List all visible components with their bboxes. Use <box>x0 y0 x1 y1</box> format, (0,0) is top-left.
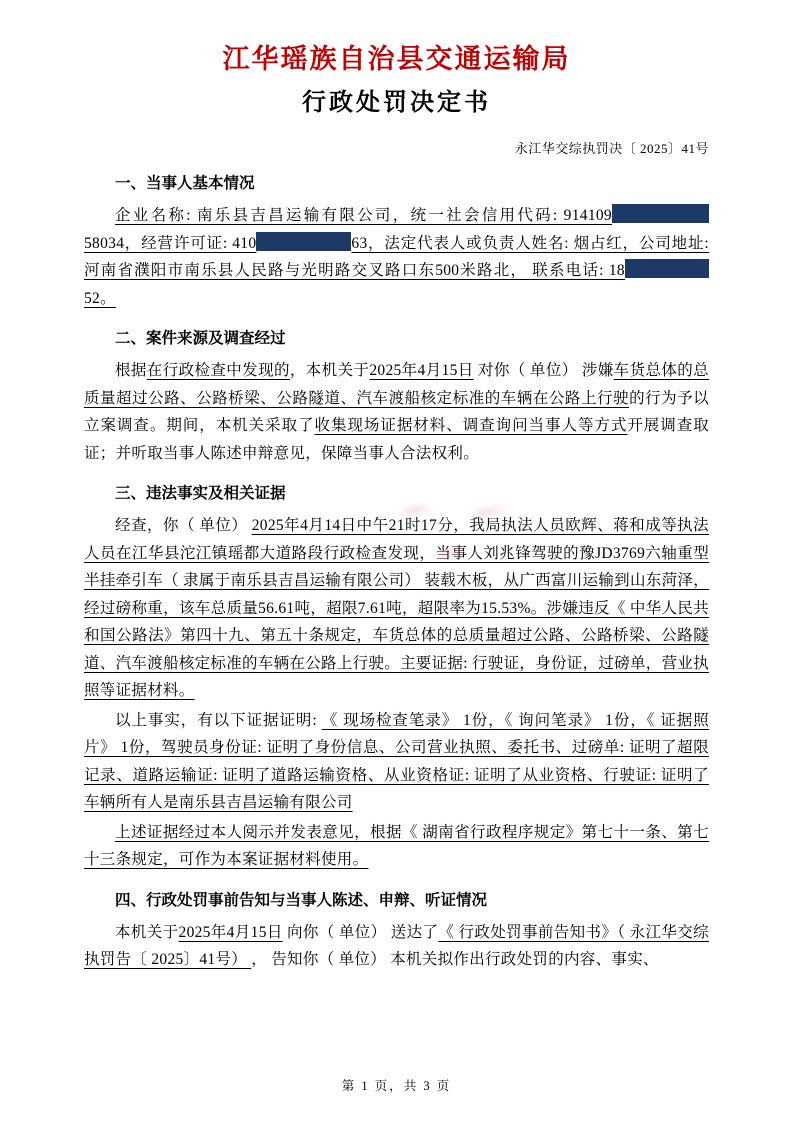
text-segment: 的行为予以立案调查。期间，本机关采取了 <box>84 389 709 435</box>
paragraph <box>84 819 709 874</box>
text-segment: 在行政检查中发现的 <box>146 362 290 380</box>
text-segment: 63，法定代表人或负责人姓名: 烟占红，公司地址: 河南省濮阳市南乐县人民路与光明路交叉路口东500米路北， 联系电话: 18 <box>84 234 709 280</box>
redaction-box <box>625 259 709 278</box>
paragraph <box>84 357 709 467</box>
text-segment: 《 行政处罚事前告知书》（ 永江华交综执罚告〔 2025〕41号） <box>84 923 709 969</box>
page-footer: 第 1 页，共 3 页 <box>341 1079 452 1093</box>
section-heading: 一、当事人基本情况 <box>115 175 255 193</box>
text-segment: 以上事实，有以下证据证明: <box>115 711 322 729</box>
text-segment: 收集现场证据材料、调查询问当事人等方式 <box>314 417 628 435</box>
document-subtitle: 行政处罚决定书 <box>302 89 491 117</box>
redaction-box <box>612 204 709 223</box>
text-segment: 经查，你（ 单位） <box>115 517 252 535</box>
text-segment: 2025年4月14日中午21时17分，我局执法人员欧辉、蒋和成等执法人员在江华县沱江镇瑶都大道路段行政检查发现，当事人刘兆锋驾驶的豫JD3769六轴重型半挂牵引车（ 隶属于南乐县吉昌运输有限公司） 装载木板，从广西富川运输到山东菏泽，经过磅称重，该车总质量56.61吨，超限7.61吨，超限率为15.53%。涉嫌违反《 中华人民共和国公路法》第四十九、第五十条规定，车货总体的总质量超过公路、公路桥梁、公路隧道、汽车渡船核定标准的车辆在公路上行驶。主要证据: 行驶证，身份证，过磅单，营业执照等证据材料。 <box>84 517 709 700</box>
text-segment: ， 告知你（ 单位） 本机关拟作出行政处罚的内容、事实、 <box>251 951 659 969</box>
document-title: 江华瑶族自治县交通运输局 <box>222 44 571 74</box>
paragraph <box>84 919 709 974</box>
document-number: 永江华交综执罚决〔 2025〕41号 <box>514 141 709 157</box>
text-segment: 2025年4月15日 <box>369 362 474 380</box>
paragraph <box>84 707 709 817</box>
sections <box>84 170 709 974</box>
text-segment: 开展调查取证；并听取当事人陈述申辩意见，保障当事人合法权利。 <box>84 417 710 462</box>
text-segment: 52。 <box>84 289 116 307</box>
text-segment: 58034，经营许可证: 410 <box>84 234 257 252</box>
text-segment: 车货总体的总质量超过公路、公路桥梁、公路隧道、汽车渡船核定标准的车辆在公路上行驶 <box>84 362 709 407</box>
text-segment: ，本机关于 <box>289 362 370 380</box>
text-segment: 根据 <box>115 362 147 380</box>
section-heading: 三、违法事实及相关证据 <box>115 485 286 503</box>
text-segment: 《 现场检查笔录》 1份，《 询问笔录》 1份，《 证据照片》 1份，驾驶员身份证: 证明了身份信息、公司营业执照、委托书、过磅单: 证明了超限记录、道路运输证: 证明了道路运输资格、从业资格证: 证明了从业资格、行驶证: 证明了车辆所有人是南乐县吉昌运输有限公司 <box>84 711 709 812</box>
text-segment: 上述证据经过本人阅示并发表意见，根据《 湖南省行政程序规定》第七十一条、第七十三条规定，可作为本案证据材料使用。 <box>84 823 709 869</box>
text-segment: 2025年4月15日 <box>178 923 283 941</box>
section-heading: 二、案件来源及调查经过 <box>115 330 286 348</box>
text-segment: 企业名称: 南乐县吉昌运输有限公司，统一社会信用代码: 914109 <box>115 207 612 225</box>
paragraph <box>84 512 709 705</box>
paragraph <box>84 202 709 312</box>
section-heading: 四、行政处罚事前告知与当事人陈述、申辩、听证情况 <box>115 891 488 909</box>
text-segment: 向你（ 单位） 送达了 <box>282 923 439 941</box>
text-segment: 对你（ 单位） 涉嫌 <box>473 362 614 380</box>
redaction-box <box>256 232 351 251</box>
text-segment: 本机关于 <box>115 923 179 941</box>
